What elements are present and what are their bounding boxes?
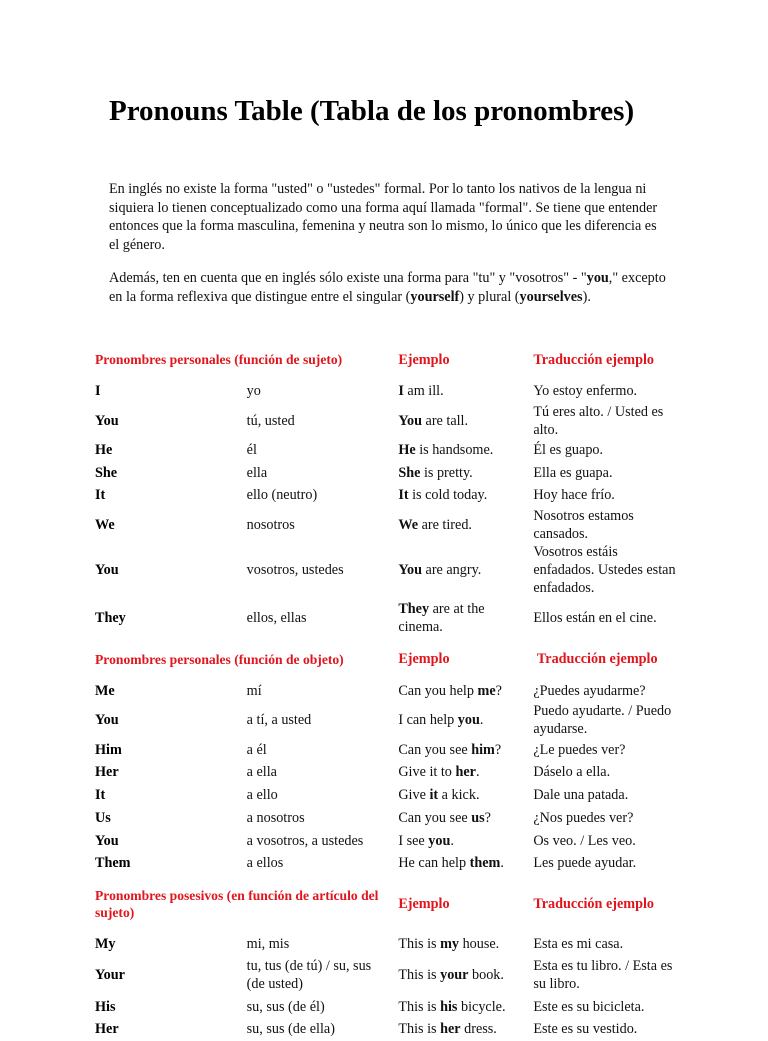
example-cell <box>394 1018 529 1041</box>
note-yourself: yourself <box>410 288 460 305</box>
note-text-4: ). <box>582 288 591 305</box>
meaning-cell: ellos, ellas <box>246 609 307 626</box>
pronoun-cell: Them <box>95 855 131 872</box>
column-header-example: Ejemplo <box>398 351 450 368</box>
example-pre: He can help <box>398 855 470 872</box>
example-bold: You <box>398 561 422 578</box>
example-bold: They <box>398 600 430 617</box>
column-header-translation: Traducción ejemplo <box>533 351 655 368</box>
pronoun-cell: Your <box>95 967 125 984</box>
table-row <box>91 738 681 761</box>
pronoun-cell: They <box>95 609 126 626</box>
example-bold: She <box>398 464 421 481</box>
meaning-cell: ella <box>246 464 268 481</box>
table-row <box>91 380 681 403</box>
example-bold: you <box>457 712 480 729</box>
example-bold: your <box>440 967 469 984</box>
example-cell <box>394 995 529 1018</box>
example-rest: are angry. <box>421 561 482 578</box>
example-pre: This is <box>398 998 441 1015</box>
example-cell <box>394 403 529 439</box>
example-bold: her <box>455 764 476 781</box>
section-header-subject <box>91 339 681 380</box>
example-bold: his <box>440 998 458 1015</box>
table-row <box>91 761 681 784</box>
meaning-cell: él <box>246 442 257 459</box>
example-post: . <box>475 764 480 781</box>
example-bold: He <box>398 442 416 459</box>
note-yourselves: yourselves <box>519 288 583 305</box>
example-rest: are tall. <box>421 412 469 429</box>
column-header-translation: Traducción ejemplo <box>533 895 655 912</box>
example-bold: me <box>477 683 496 700</box>
example-post: ? <box>484 809 491 826</box>
meaning-cell: a ello <box>246 787 278 804</box>
translation-cell: Ella es guapa. <box>533 464 613 481</box>
example-cell <box>394 807 529 830</box>
table-row <box>91 461 681 484</box>
section-header-possessive <box>91 875 681 933</box>
meaning-cell: mí <box>246 683 262 700</box>
example-pre: Can you see <box>398 741 472 758</box>
example-pre: This is <box>398 1021 441 1038</box>
example-cell <box>394 461 529 484</box>
page-title: Pronouns Table (Tabla de los pronombres) <box>109 95 635 127</box>
meaning-cell: nosotros <box>246 516 295 533</box>
example-post: . <box>479 712 484 729</box>
table-row <box>91 995 681 1018</box>
example-cell <box>394 702 529 738</box>
example-cell <box>394 852 529 875</box>
table-row <box>91 439 681 462</box>
table-row <box>91 403 681 439</box>
example-post: . <box>500 855 504 872</box>
meaning-cell: su, sus (de ella) <box>246 1021 335 1038</box>
note-you: you <box>586 270 609 286</box>
example-post: bicycle. <box>457 998 506 1015</box>
example-bold: It <box>398 487 409 504</box>
translation-cell: Yo estoy enfermo. <box>533 383 638 400</box>
example-cell <box>394 738 529 761</box>
example-bold: We <box>398 516 419 533</box>
example-rest: is handsome. <box>415 442 494 459</box>
pronoun-cell: It <box>95 787 106 804</box>
example-bold: you <box>428 832 451 849</box>
section-title: Pronombres personales (función de objeto) <box>95 651 344 667</box>
example-post: house. <box>459 935 500 952</box>
example-cell <box>394 933 529 956</box>
meaning-cell: a nosotros <box>246 809 305 826</box>
example-pre: Give <box>398 787 430 804</box>
translation-cell: ¿Nos puedes ver? <box>533 809 634 826</box>
note-text-3: ) y plural ( <box>459 288 520 305</box>
note-paragraph <box>109 269 669 306</box>
example-bold: my <box>440 935 460 952</box>
example-bold: them <box>469 855 501 872</box>
example-post: book. <box>468 967 504 984</box>
translation-cell: Dale una patada. <box>533 787 629 804</box>
example-pre: I can help <box>398 712 458 729</box>
meaning-cell: tú, usted <box>246 412 295 429</box>
table-row <box>91 507 681 543</box>
table-row <box>91 1018 681 1041</box>
example-cell <box>394 761 529 784</box>
translation-cell: Hoy hace frío. <box>533 487 615 504</box>
table-row <box>91 955 681 995</box>
section-title: Pronombres posesivos (en función de artículo del sujeto) <box>95 887 379 920</box>
example-cell <box>394 439 529 462</box>
example-post: ? <box>494 741 502 758</box>
example-post: a kick. <box>438 787 480 804</box>
pronoun-cell: He <box>95 442 113 459</box>
example-post: ? <box>495 683 502 700</box>
column-header-translation-label: Traducción ejemplo <box>536 651 658 668</box>
example-cell <box>394 507 529 543</box>
translation-cell: Os veo. / Les veo. <box>533 832 636 849</box>
translation-cell: Vosotros estáis enfadados. Ustedes estan enfadados. <box>533 543 676 596</box>
pronoun-cell: I <box>95 383 101 400</box>
note-text-1: Además, ten en cuenta que en inglés sólo existe una forma para "tu" y "vosotros" - " <box>109 270 587 286</box>
table-row <box>91 597 681 639</box>
table-row <box>91 807 681 830</box>
example-rest: are at the cinema. <box>398 600 485 635</box>
table-row <box>91 852 681 875</box>
example-post: . <box>450 832 454 849</box>
example-cell <box>394 784 529 807</box>
note-text-2: ," excepto en la forma reflexiva que distingue entre el singular ( <box>109 270 666 305</box>
translation-cell: Puedo ayudarte. / Puedo ayudarse. <box>533 703 672 738</box>
example-rest: are tired. <box>418 516 472 533</box>
pronoun-cell: We <box>95 516 115 533</box>
column-header-example: Ejemplo <box>398 895 450 912</box>
example-rest: is pretty. <box>420 464 473 481</box>
translation-cell: Dáselo a ella. <box>533 764 611 781</box>
meaning-cell: a él <box>246 741 267 758</box>
pronoun-cell: My <box>95 935 116 952</box>
translation-cell: Este es su bicicleta. <box>533 998 645 1015</box>
meaning-cell: tu, tus (de tú) / su, sus (de usted) <box>246 958 372 993</box>
table-row <box>91 829 681 852</box>
pronoun-cell: You <box>95 561 119 578</box>
example-bold: I <box>398 383 404 400</box>
pronoun-cell: She <box>95 464 118 481</box>
meaning-cell: a vosotros, a ustedes <box>246 832 364 849</box>
translation-cell: Este es su vestido. <box>533 1021 638 1038</box>
table-row <box>91 933 681 956</box>
intro-paragraph: En inglés no existe la forma "usted" o "ustedes" formal. Por lo tanto los nativos de la lengua ni siquiera lo tienen conceptualizado como una forma aquí llamada "formal". Se tiene que entender entonces que la forma masculina, femenina y neutra son lo mismo, lo único que les diferencia es el género. <box>109 181 658 253</box>
example-pre: Can you help <box>398 683 478 700</box>
meaning-cell: vosotros, ustedes <box>246 561 344 578</box>
pronoun-cell: Her <box>95 764 119 781</box>
example-bold: You <box>398 412 422 429</box>
example-pre: I see <box>398 832 429 849</box>
translation-cell: Esta es tu libro. / Esta es su libro. <box>533 958 673 993</box>
example-rest: am ill. <box>403 383 444 400</box>
example-pre: This is <box>398 967 441 984</box>
pronoun-cell: You <box>95 712 119 729</box>
pronoun-cell: Us <box>95 809 111 826</box>
example-cell <box>394 829 529 852</box>
pronoun-cell: Him <box>95 741 122 758</box>
pronoun-cell: Her <box>95 1021 119 1038</box>
pronoun-cell: You <box>95 832 119 849</box>
section-title: Pronombres personales (función de sujeto) <box>95 352 343 367</box>
translation-cell: Esta es mi casa. <box>533 935 624 952</box>
table-row <box>91 702 681 738</box>
example-cell <box>394 597 529 639</box>
column-header-translation <box>529 639 681 680</box>
pronoun-cell: It <box>95 487 106 504</box>
table-row <box>91 680 681 703</box>
meaning-cell: ello (neutro) <box>246 487 318 504</box>
table-row <box>91 784 681 807</box>
table-row <box>91 484 681 507</box>
example-rest: is cold today. <box>408 487 488 504</box>
column-header-example: Ejemplo <box>398 651 450 668</box>
example-cell <box>394 543 529 597</box>
example-post: dress. <box>460 1021 497 1038</box>
meaning-cell: a tí, a usted <box>246 712 312 729</box>
pronoun-cell: His <box>95 998 116 1015</box>
example-cell <box>394 955 529 995</box>
example-bold: it <box>429 787 439 804</box>
example-bold: him <box>471 741 495 758</box>
translation-cell: Ellos están en el cine. <box>533 609 657 626</box>
section-header-object <box>91 639 681 680</box>
example-cell <box>394 380 529 403</box>
example-bold: us <box>471 809 485 826</box>
meaning-cell: mi, mis <box>246 935 290 952</box>
translation-cell: Él es guapo. <box>533 442 604 459</box>
meaning-cell: yo <box>246 383 261 400</box>
pronoun-cell: Me <box>95 683 115 700</box>
pronouns-table <box>91 339 681 1041</box>
example-bold: her <box>440 1021 461 1038</box>
translation-cell: ¿Puedes ayudarme? <box>533 683 646 700</box>
translation-cell: Nosotros estamos cansados. <box>533 507 634 542</box>
example-pre: This is <box>398 935 441 952</box>
table-row <box>91 543 681 597</box>
pronoun-cell: You <box>95 412 119 429</box>
meaning-cell: a ellos <box>246 855 284 872</box>
translation-cell: Les puede ayudar. <box>533 855 637 872</box>
example-pre: Give it to <box>398 764 456 781</box>
translation-cell: Tú eres alto. / Usted es alto. <box>533 403 664 438</box>
meaning-cell: a ella <box>246 764 277 781</box>
example-cell <box>394 484 529 507</box>
translation-cell: ¿Le puedes ver? <box>533 741 626 758</box>
example-cell <box>394 680 529 703</box>
meaning-cell: su, sus (de él) <box>246 998 325 1015</box>
example-pre: Can you see <box>398 809 472 826</box>
